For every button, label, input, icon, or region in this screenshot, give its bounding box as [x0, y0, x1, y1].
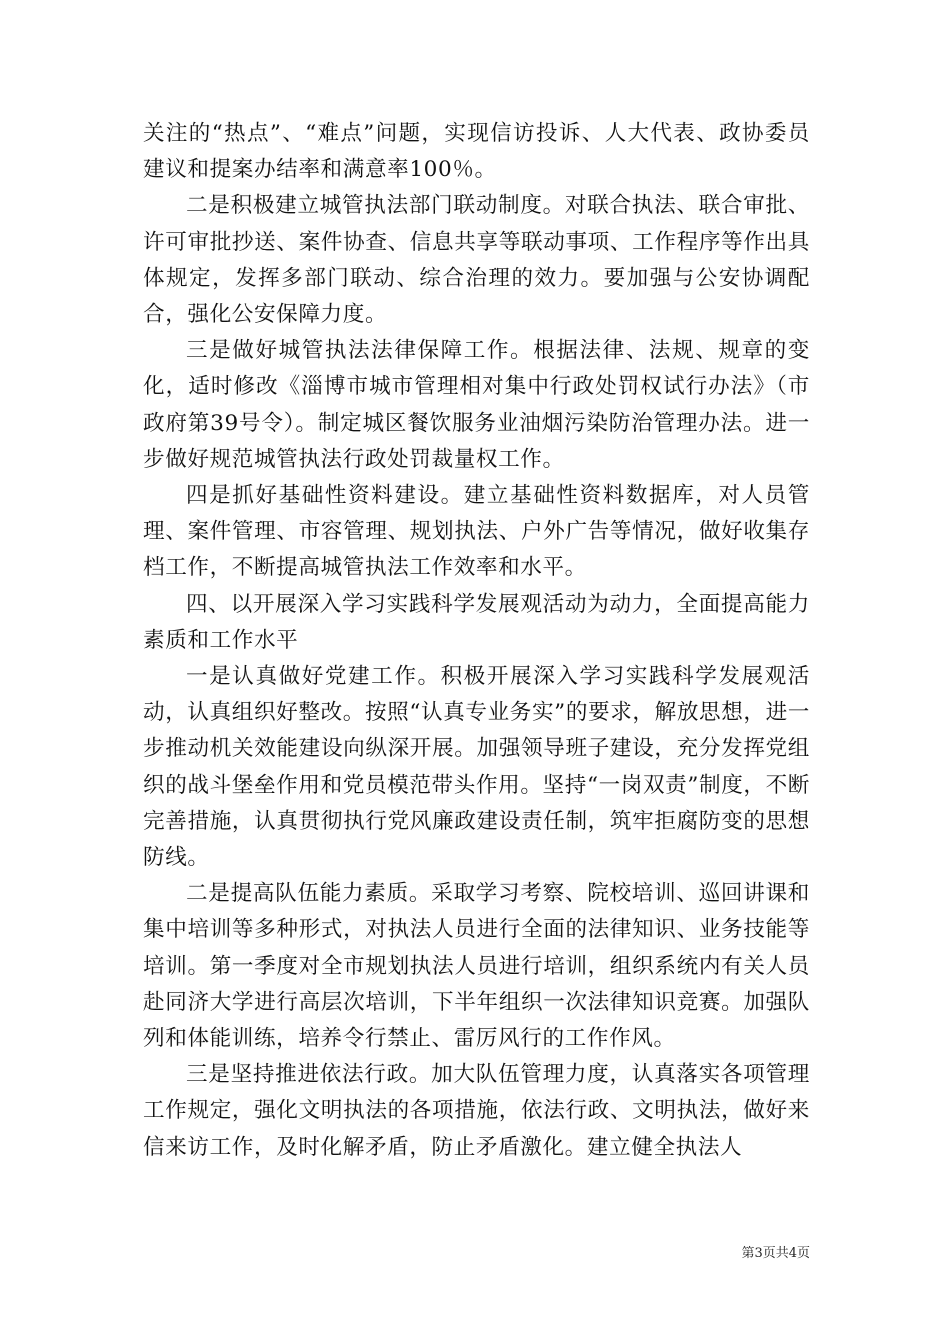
paragraph-6: 二是提高队伍能力素质。采取学习考察、院校培训、巡回讲课和集中培训等多种形式，对执法人员进行全面的法律知识、业务技能等培训。第一季度对全市规划执法人员进行培训，组织系统内有关人员赴同济大学进行高层次培训，下半年组织一次法律知识竞赛。加强队列和体能训练，培养令行禁止、雷厉风行的工作作风。	[143, 881, 810, 1052]
paragraph-1: 关注的“热点”、“难点”问题，实现信访投诉、人大代表、政协委员建议和提案办结率和满意率100％。	[143, 121, 810, 183]
section-heading: 四、以开展深入学习实践科学发展观活动为动力，全面提高能力素质和工作水平	[143, 591, 810, 653]
paragraph-4: 四是抓好基础性资料建设。建立基础性资料数据库，对人员管理、案件管理、市容管理、规划执法、户外广告等情况，做好收集存档工作，不断提高城管执法工作效率和水平。	[143, 483, 810, 581]
page-number: 第3页共4页	[741, 1246, 810, 1261]
document-body	[143, 116, 810, 1166]
paragraph-2: 二是积极建立城管执法部门联动制度。对联合执法、联合审批、许可审批抄送、案件协查、信息共享等联动事项、工作程序等作出具体规定，发挥多部门联动、综合治理的效力。要加强与公安协调配合，强化公安保障力度。	[143, 193, 810, 328]
paragraph-7: 三是坚持推进依法行政。加大队伍管理力度，认真落实各项管理工作规定，强化文明执法的各项措施，依法行政、文明执法，做好来信来访工作，及时化解矛盾，防止矛盾激化。建立健全执法人	[143, 1062, 810, 1160]
paragraph-3: 三是做好城管执法法律保障工作。根据法律、法规、规章的变化，适时修改《淄博市城市管理相对集中行政处罚权试行办法》（市政府第39号令）。制定城区餐饮服务业油烟污染防治管理办法。进一步做好规范城管执法行政处罚裁量权工作。	[143, 338, 810, 472]
paragraph-5: 一是认真做好党建工作。积极开展深入学习实践科学发展观活动，认真组织好整改。按照“认真专业务实”的要求，解放思想，进一步推动机关效能建设向纵深开展。加强领导班子建设，充分发挥党组织的战斗堡垒作用和党员模范带头作用。坚持“一岗双责”制度，不断完善措施，认真贯彻执行党风廉政建设责任制，筑牢拒腐防变的思想防线。	[143, 664, 810, 871]
